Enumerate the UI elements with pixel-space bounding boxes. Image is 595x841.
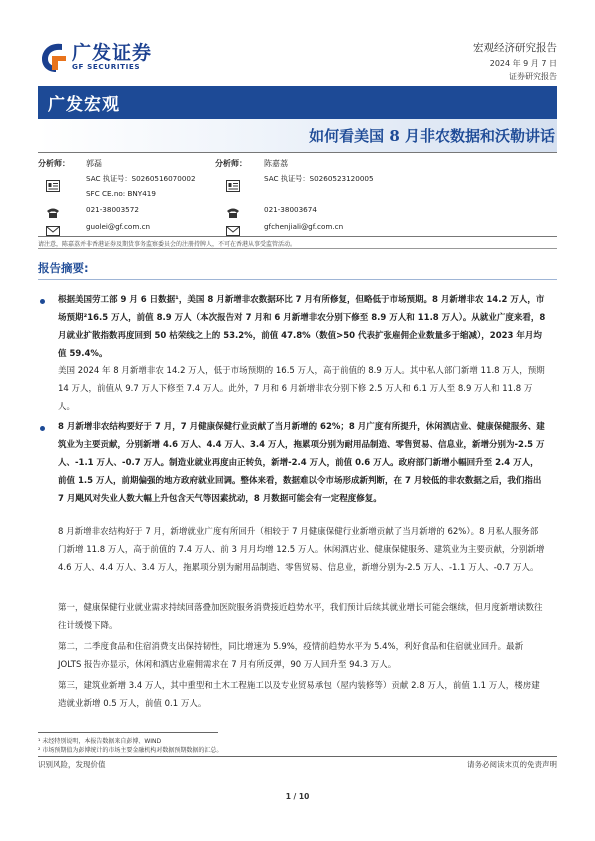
document-title: 如何看美国 8 月非农数据和沃勒讲话: [309, 127, 555, 145]
footnote-1: ¹ 未经特别说明，本报告数据来自彭博、WIND: [38, 738, 162, 745]
email-icon: [46, 222, 60, 234]
logo-en-text: GF SECURITIES: [72, 62, 141, 71]
bullet-icon: [40, 426, 45, 431]
page-number: 1 / 10: [285, 792, 310, 801]
body-paragraph: 第二，二季度食品和住宿消费支出保持韧性，同比增速为 5.9%，疫情前趋势水平为 5.4%，利好食品和住宿就业回升。最新 JOLTS 报告亦显示，休闲和酒店业雇佣需求在 7 月有所反弹，90 万人回升至 94.3 万人。: [58, 642, 524, 670]
analyst1-sfc: SFC CE.no: BNY419: [86, 189, 156, 198]
banner-title: 广发宏观: [48, 95, 120, 115]
divider: [38, 236, 557, 237]
bullet-icon: [40, 299, 45, 304]
company-logo: [38, 36, 158, 82]
summary-bullet-2: 8 月新增非农结构要好于 7 月，7 月健康保健行业贡献了当月新增的 62%；8 月广度有所提升，休闲酒店业、健康保健服务、建筑业为主要贡献，分别新增 4.6 万人、4.4 万人、3.4 万人，拖累项分别为耐用品制造、零售贸易、信息业，新增分别为-2.5 万人、-1.1 万人、-0.7 万人。制造业就业再度由正转负，新增-2.4 万人，前值 0.6 万人。政府部门新增小幅回升至 2.4 万人，前值 1.5 万人，前期偏强的地方政府就业回调。整体来看，数据难以令市场形成新判断，在 7 月较低的非农数据之后，我们指出 7 月飓风对失业人数大幅上升包含天气等因素扰动，8 月数据可能会有一定程度修复。: [58, 422, 545, 504]
analyst2-email[interactable]: gfchenjiali@gf.com.cn: [264, 222, 344, 231]
footer-rule: [38, 756, 557, 757]
logo-cn-text: 广发证券: [72, 42, 153, 64]
gf-logo-icon: [38, 40, 68, 74]
footer-disclaimer-note: 请务必阅读末页的免责声明: [467, 760, 557, 769]
report-category: 证券研究报告: [509, 72, 557, 81]
summary-title: 报告摘要:: [38, 261, 89, 275]
analyst1-label: 分析师：: [38, 159, 70, 168]
body-paragraph: 第一，健康保健行业就业需求持续回落叠加医院服务消费接近趋势水平，我们预计后续其就业增长可能会继续，但月度新增读数往往计缓慢下降。: [58, 603, 543, 631]
analyst1-sac: SAC 执证号：S0260516070002: [86, 174, 196, 183]
analyst2-label: 分析师：: [215, 159, 247, 168]
footer-slogan: 识别风险，发现价值: [38, 760, 106, 769]
phone-icon: [46, 204, 60, 216]
report-date: 2024 年 9 月 7 日: [489, 59, 557, 68]
analyst1-name: 郭磊: [86, 159, 102, 168]
analyst2-name: 陈嘉荔: [264, 159, 288, 168]
section-rule: [38, 279, 557, 280]
license-note: 请注意，陈嘉荔并非香港证券及期货事务监察委员会的注册持牌人，不可在香港从事受监管活动。: [38, 241, 297, 248]
analyst2-phone: 021-38003674: [264, 205, 317, 214]
footnote-rule: [38, 732, 218, 733]
report-type: 宏观经济研究报告: [473, 42, 557, 54]
summary-bullet-1: 根据美国劳工部 9 月 6 日数据¹，美国 8 月新增非农数据环比 7 月有所修复，但略低于市场预期。8 月新增非农 14.2 万人，市场预期²16.5 万人，前值 8.9 万人（本次报告对 7 月和 6 月新增非农分别下修至 8.9 万人和 11.8 万人）。从就业广度来看，8 月就业扩散指数再度回到 50 枯荣线之上的 53.2%，前值 47.8%（数值>50 代表扩张雇佣企业数量多于缩减），2023 年月均值 59.4%。: [58, 295, 546, 359]
body-paragraph: 第三，建筑业新增 3.4 万人，其中重型和土木工程施工以及专业贸易承包（屋内装修等）贡献 2.8 万人，前值 1.1 万人，楼房建造就业新增 0.5 万人，前值 0.1 万人。: [58, 681, 540, 709]
id-card-icon: [46, 177, 60, 189]
analyst1-phone: 021-38003572: [86, 205, 139, 214]
divider: [38, 152, 557, 153]
body-paragraph: 美国 2024 年 8 月新增非农 14.2 万人，低于市场预期的 16.5 万人，高于前值的 8.9 万人。其中私人部门新增 11.8 万人，预期 14 万人，前值从 9.7 万人下修至 7.4 万人。此外，7 月和 6 月新增非农分别下修 2.5 万人和 6.1 万人至 8.9 万人和 11.8 万人。: [58, 366, 545, 412]
footnote-2: ² 市场预期值为彭博统计的市场主要金融机构对数据预期数据的汇总。: [38, 747, 223, 754]
divider: [38, 248, 557, 249]
id-card-icon: [226, 177, 240, 189]
analyst2-sac: SAC 执证号：S0260523120005: [264, 174, 374, 183]
analyst1-email[interactable]: guolei@gf.com.cn: [86, 222, 151, 231]
phone-icon: [226, 204, 240, 216]
email-icon: [226, 222, 240, 234]
body-paragraph: 8 月新增非农结构好于 7 月，新增就业广度有所回升（相较于 7 月健康保健行业新增贡献了当月新增的 62%）。8 月私人服务部门新增 11.8 万人，高于前值的 7.4 万人、前 3 月月均增 12.5 万人。休闲酒店业、健康保健服务、建筑业为主要贡献，分别新增 4.6 万人、4.4 万人、3.4 万人，拖累项分别为耐用品制造、零售贸易、信息业，新增分别为-2.5 万人、-1.1 万人、-0.7 万人。: [58, 527, 545, 573]
